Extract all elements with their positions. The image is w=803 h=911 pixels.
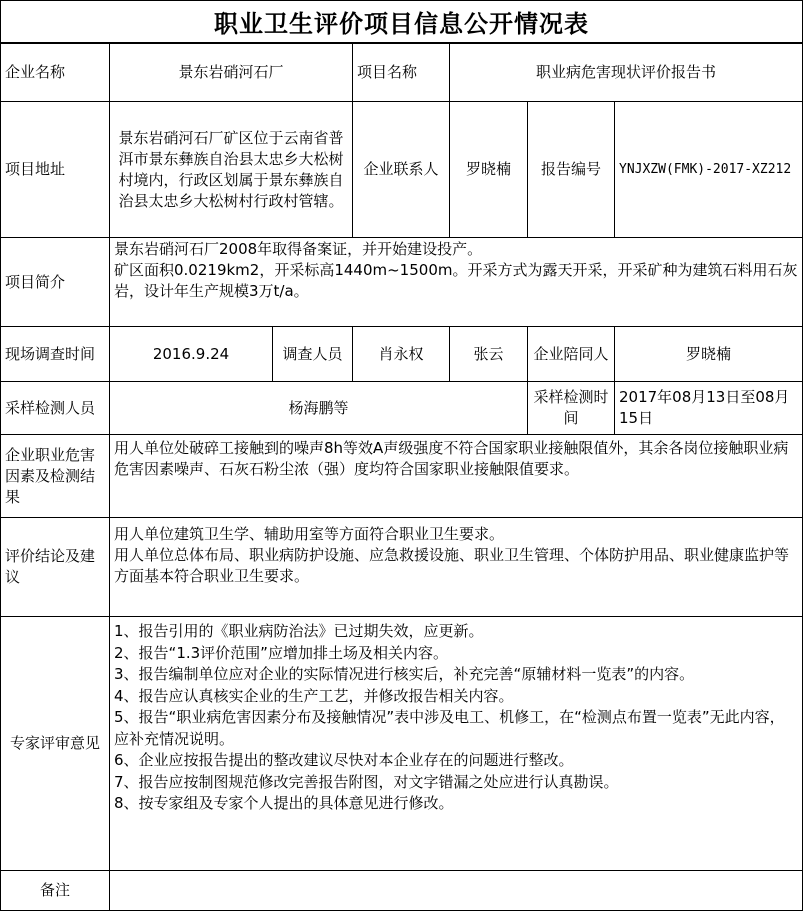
summary-line-1: 景东岩硝河石厂2008年取得备案证，并开始建设投产。 xyxy=(114,240,483,258)
project-name-value: 职业病危害现状评价报告书 xyxy=(450,44,803,102)
conclusion-label: 评价结论及建议 xyxy=(0,518,110,617)
remark-value xyxy=(110,871,803,911)
summary-line-2: 矿区面积0.0219km2，开采标高1440m~1500m。开采方式为露天开采，开采矿种为建筑石料用石灰岩，设计年生产规模3万t/a。 xyxy=(114,261,798,300)
hazard-label: 企业职业危害因素及检测结果 xyxy=(0,435,110,518)
survey-time-value: 2016.9.24 xyxy=(110,327,273,382)
hazard-result: 用人单位处破碎工接触到的噪声8h等效A声级强度不符合国家职业接触限值外，其余各岗位接触职业病危害因素噪声、石灰石粉尘浓（强）度均符合国家职业接触限值要求。 xyxy=(110,435,803,518)
survey-time-label: 现场调查时间 xyxy=(0,327,110,382)
address-label: 项目地址 xyxy=(0,102,110,238)
sampler-label: 采样检测人员 xyxy=(0,382,110,435)
summary-label: 项目简介 xyxy=(0,238,110,327)
expert-label: 专家评审意见 xyxy=(0,617,110,871)
expert-item: 1、报告引用的《职业病防治法》已过期失效，应更新。 xyxy=(114,622,484,640)
investigator-label: 调查人员 xyxy=(273,327,353,382)
expert-item: 7、报告应按制图规范修改完善报告附图，对文字错漏之处应进行认真勘误。 xyxy=(114,772,619,791)
sampler-value: 杨海鹏等 xyxy=(110,382,528,435)
page-title: 职业卫生评价项目信息公开情况表 xyxy=(0,0,803,44)
expert-item: 8、按专家组及专家个人提出的具体意见进行修改。 xyxy=(114,794,454,812)
remark-label: 备注 xyxy=(0,871,110,911)
escort-value: 罗晓楠 xyxy=(615,327,803,382)
contact-value: 罗晓楠 xyxy=(450,102,528,238)
sampling-time-value: 2017年08月13日至08月15日 xyxy=(615,382,803,435)
conclusion-line-2: 用人单位总体布局、职业病防护设施、应急救援设施、职业卫生管理、个体防护用品、职业健康监护等方面基本符合职业卫生要求。 xyxy=(114,546,790,585)
conclusion-line-1: 用人单位建筑卫生学、辅助用室等方面符合职业卫生要求。 xyxy=(114,525,505,543)
expert-item: 6、企业应按报告提出的整改建议尽快对本企业存在的问题进行整改。 xyxy=(114,751,574,769)
escort-label: 企业陪同人 xyxy=(528,327,615,382)
summary-text xyxy=(110,238,803,327)
project-name-label: 项目名称 xyxy=(353,44,450,102)
address-value: 景东岩硝河石厂矿区位于云南省普洱市景东彝族自治县太忠乡大松树村境内，行政区划属于景东彝族自治县太忠乡大松树村行政村管辖。 xyxy=(110,102,353,238)
expert-item: 5、报告“职业病危害因素分布及接触情况”表中涉及电工、机修工，在“检测点布置一览表”无此内容，应补充情况说明。 xyxy=(114,708,785,748)
investigator-2: 张云 xyxy=(450,327,528,382)
report-no-label: 报告编号 xyxy=(528,102,615,238)
conclusion-text xyxy=(110,518,803,617)
company-name-label: 企业名称 xyxy=(0,44,110,102)
expert-opinions xyxy=(110,617,803,871)
sampling-time-label: 采样检测时间 xyxy=(528,382,615,435)
expert-item: 4、报告应认真核实企业的生产工艺，并修改报告相关内容。 xyxy=(114,686,514,705)
contact-label: 企业联系人 xyxy=(353,102,450,238)
expert-item: 2、报告“1.3评价范围”应增加排土场及相关内容。 xyxy=(114,643,448,662)
report-no-value: YNJXZW(FMK)-2017-XZ212 xyxy=(615,102,803,238)
company-name-value: 景东岩硝河石厂 xyxy=(110,44,353,102)
investigator-1: 肖永权 xyxy=(353,327,450,382)
expert-item: 3、报告编制单位应对企业的实际情况进行核实后，补充完善“原辅材料一览表”的内容。 xyxy=(114,665,695,683)
